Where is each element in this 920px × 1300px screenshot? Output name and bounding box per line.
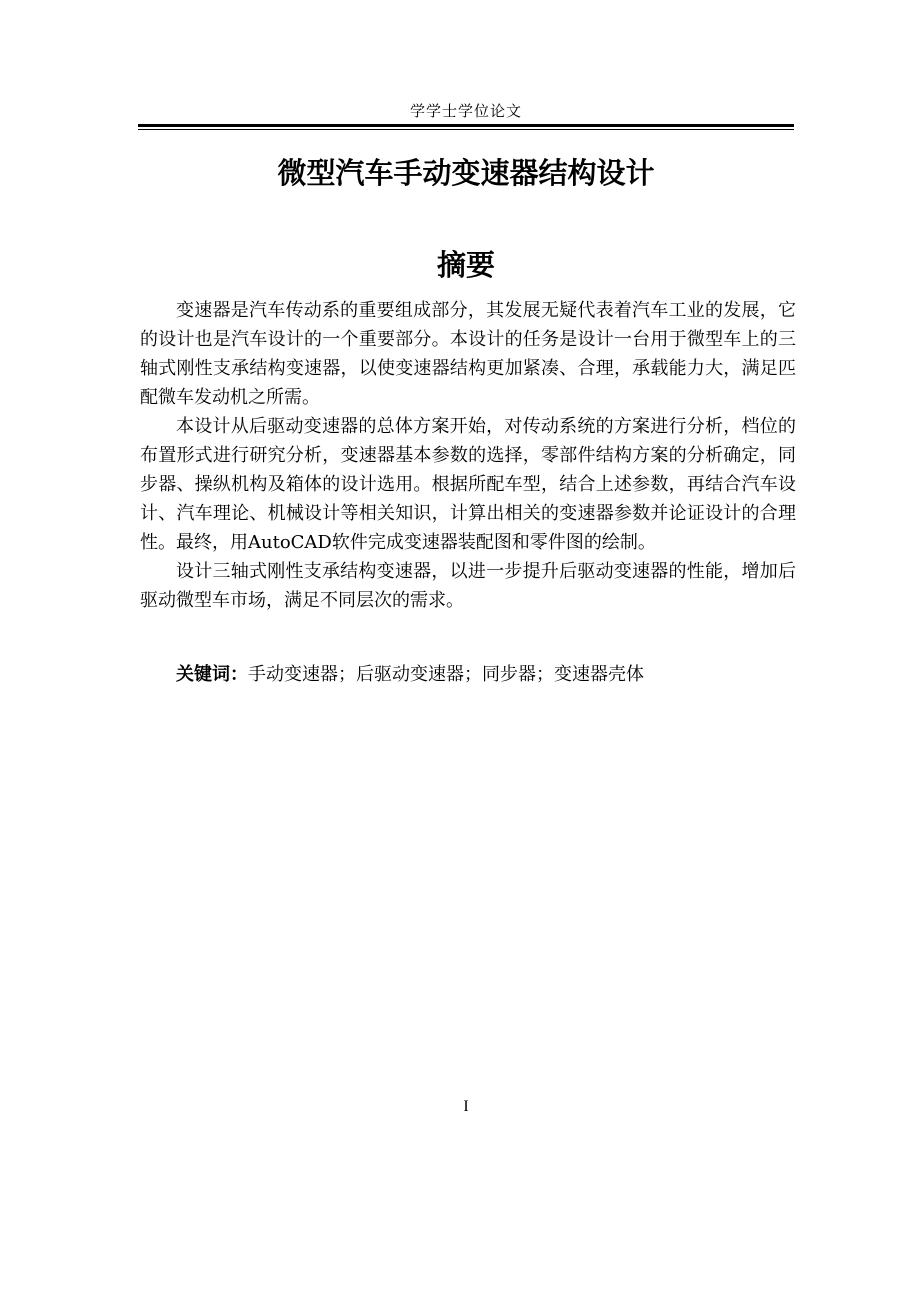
keywords-text: 手动变速器；后驱动变速器；同步器；变速器壳体 <box>248 664 644 685</box>
abstract-paragraph-2: 本设计从后驱动变速器的总体方案开始，对传动系统的方案进行分析，档位的布置形式进行研究分析，变速器基本参数的选择，零部件结构方案的分析确定，同步器、操纵机构及箱体的设计选用。根据所配车型，结合上述参数，再结合汽车设计、汽车理论、机械设计等相关知识，计算出相关的变速器参数并论证设计的合理性。最终，用AutoCAD软件完成变速器装配图和零件图的绘制。 <box>140 416 796 553</box>
document-title: 微型汽车手动变速器结构设计 <box>277 156 655 190</box>
keywords-label: 关键词： <box>176 664 248 685</box>
keywords-line <box>140 660 796 689</box>
page-number: I <box>463 1098 469 1115</box>
header-rule-thick <box>138 124 794 127</box>
running-header: 学学士学位论文 <box>409 102 522 120</box>
abstract-paragraph-1: 变速器是汽车传动系的重要组成部分，其发展无疑代表着汽车工业的发展，它的设计也是汽车设计的一个重要部分。本设计的任务是设计一台用于微型车上的三轴式刚性支承结构变速器，以使变速器结构更加紧凑、合理，承载能力大，满足匹配微车发动机之所需。 <box>140 300 796 408</box>
abstract-paragraph-3: 设计三轴式刚性支承结构变速器，以进一步提升后驱动变速器的性能，增加后驱动微型车市场，满足不同层次的需求。 <box>140 561 796 611</box>
abstract-body <box>140 296 796 615</box>
abstract-heading: 摘要 <box>436 248 495 282</box>
header-rule-thin <box>138 129 794 130</box>
